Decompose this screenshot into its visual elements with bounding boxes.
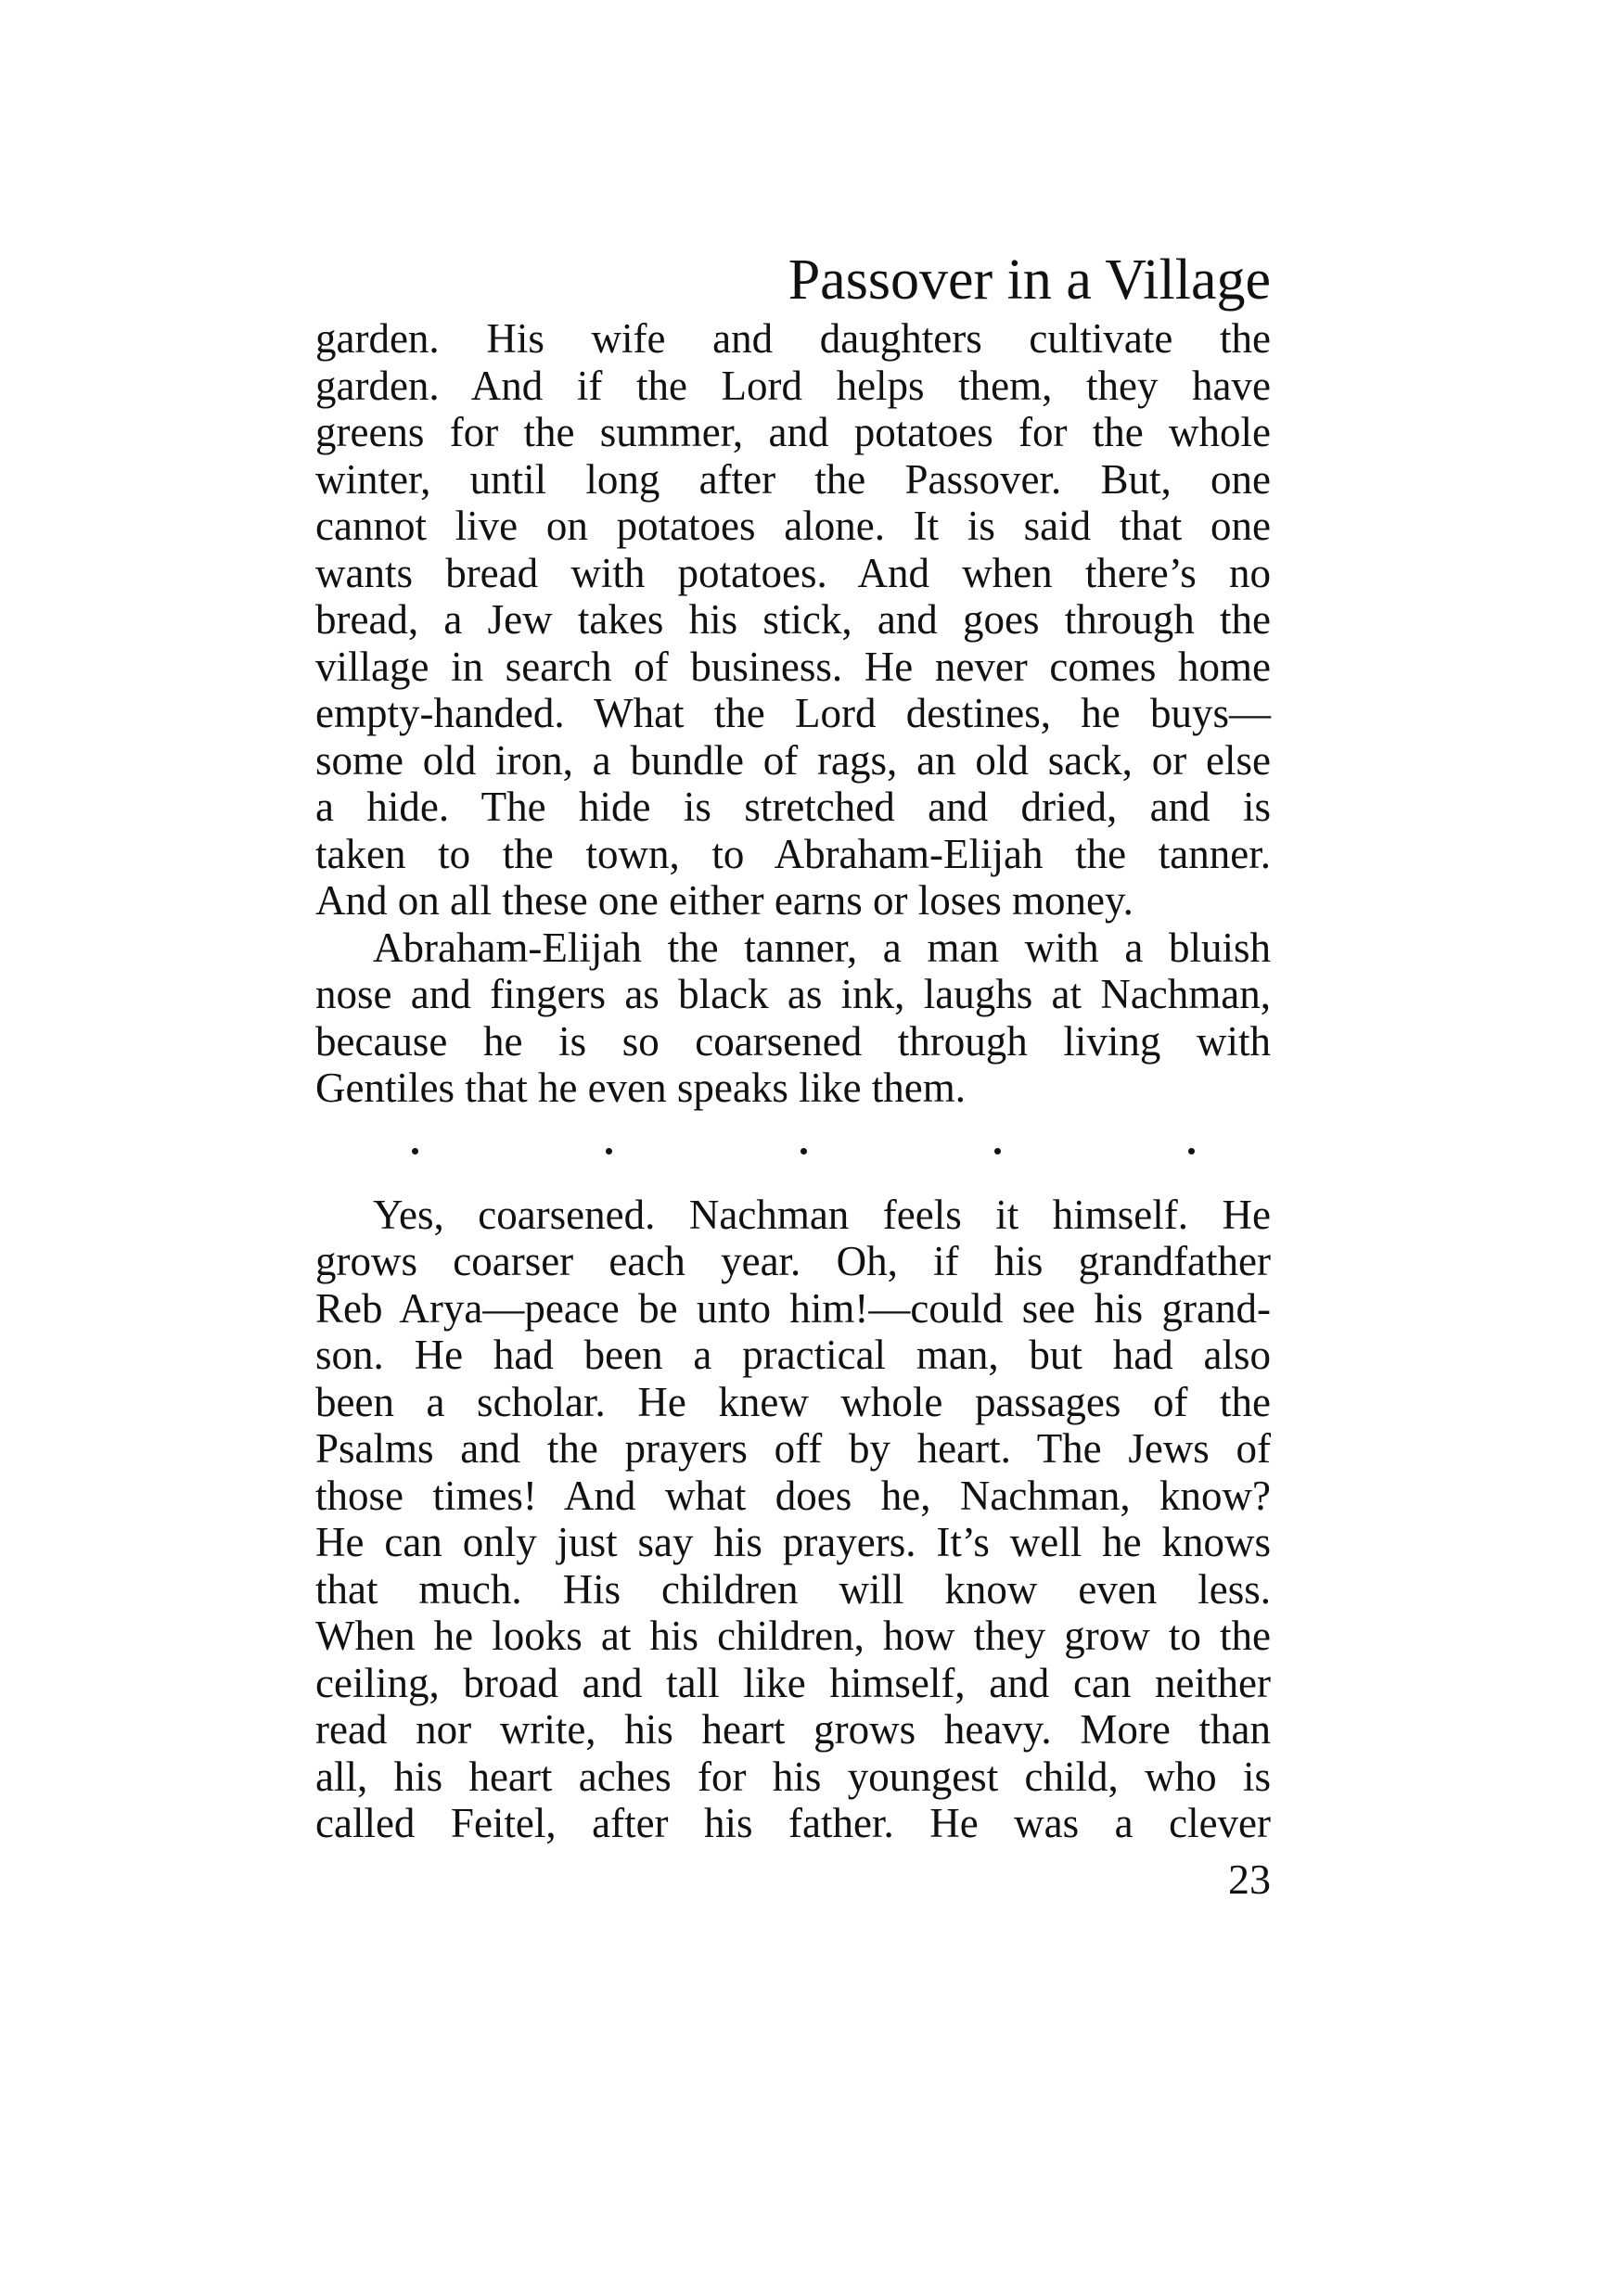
text-line: grows coarser each year. Oh, if his grandfather	[315, 1238, 1271, 1284]
text-line: Gentiles that he even speaks like them.	[315, 1065, 967, 1111]
text-line: been a scholar. He knew whole passages of the	[315, 1378, 1271, 1425]
text-line: read nor write, his heart grows heavy. More than	[315, 1706, 1271, 1753]
text-line: that much. His children will know even less.	[315, 1565, 1271, 1613]
text-line: all, his heart aches for his youngest child, who is	[315, 1753, 1271, 1800]
ornament-dot	[800, 1148, 807, 1154]
text-line: And on all these one either earns or loses money.	[315, 877, 1134, 924]
paragraph-2	[315, 925, 1271, 1112]
text-line: greens for the summer, and potatoes for the whole	[315, 409, 1271, 455]
text-line: wants bread with potatoes. And when there’s no	[315, 549, 1271, 596]
ornament-dot	[412, 1148, 418, 1154]
ornament-dot	[1188, 1148, 1195, 1154]
text-line: empty-handed. What the Lord destines, he buys—	[315, 690, 1271, 736]
section-break	[315, 1112, 1271, 1192]
text-line: When he looks at his children, how they grow to the	[315, 1613, 1271, 1659]
body-text	[315, 315, 1271, 1847]
text-line: taken to the town, to Abraham-Elijah the tanner.	[315, 830, 1271, 877]
ornament-dot	[994, 1148, 1001, 1154]
text-line: Yes, coarsened. Nachman feels it himself. He	[373, 1191, 1271, 1238]
text-line: those times! And what does he, Nachman, know?	[315, 1472, 1271, 1519]
text-line: village in search of business. He never comes home	[315, 643, 1271, 690]
text-line: cannot live on potatoes alone. It is said that one	[315, 503, 1271, 549]
text-line: winter, until long after the Passover. But, one	[315, 455, 1271, 503]
running-header: Passover in a Village	[788, 249, 1271, 312]
text-line: Abraham-Elijah the tanner, a man with a bluish	[373, 924, 1271, 971]
text-line: son. He had been a practical man, but had also	[315, 1332, 1271, 1378]
text-line: garden. His wife and daughters cultivate the	[315, 315, 1271, 362]
text-line: bread, a Jew takes his stick, and goes through the	[315, 596, 1271, 643]
text-line: ceiling, broad and tall like himself, and can neither	[315, 1659, 1271, 1706]
text-line: He can only just say his prayers. It’s well he knows	[315, 1519, 1271, 1565]
text-line: a hide. The hide is stretched and dried, and is	[315, 784, 1271, 830]
page-number: 23	[1228, 1856, 1271, 1903]
paragraph-1	[315, 315, 1271, 925]
text-line: Psalms and the prayers off by heart. The Jews of	[315, 1425, 1271, 1472]
paragraph-3	[315, 1192, 1271, 1847]
text-line: called Feitel, after his father. He was a clever	[315, 1800, 1271, 1846]
text-line: some old iron, a bundle of rags, an old sack, or else	[315, 736, 1271, 784]
text-line: nose and fingers as black as ink, laughs at Nachman,	[315, 971, 1271, 1017]
ornament-dot	[606, 1148, 612, 1154]
text-line: because he is so coarsened through living with	[315, 1017, 1271, 1065]
text-line: Reb Arya—peace be unto him!—could see his grand-	[315, 1284, 1271, 1332]
text-line: garden. And if the Lord helps them, they have	[315, 362, 1271, 409]
